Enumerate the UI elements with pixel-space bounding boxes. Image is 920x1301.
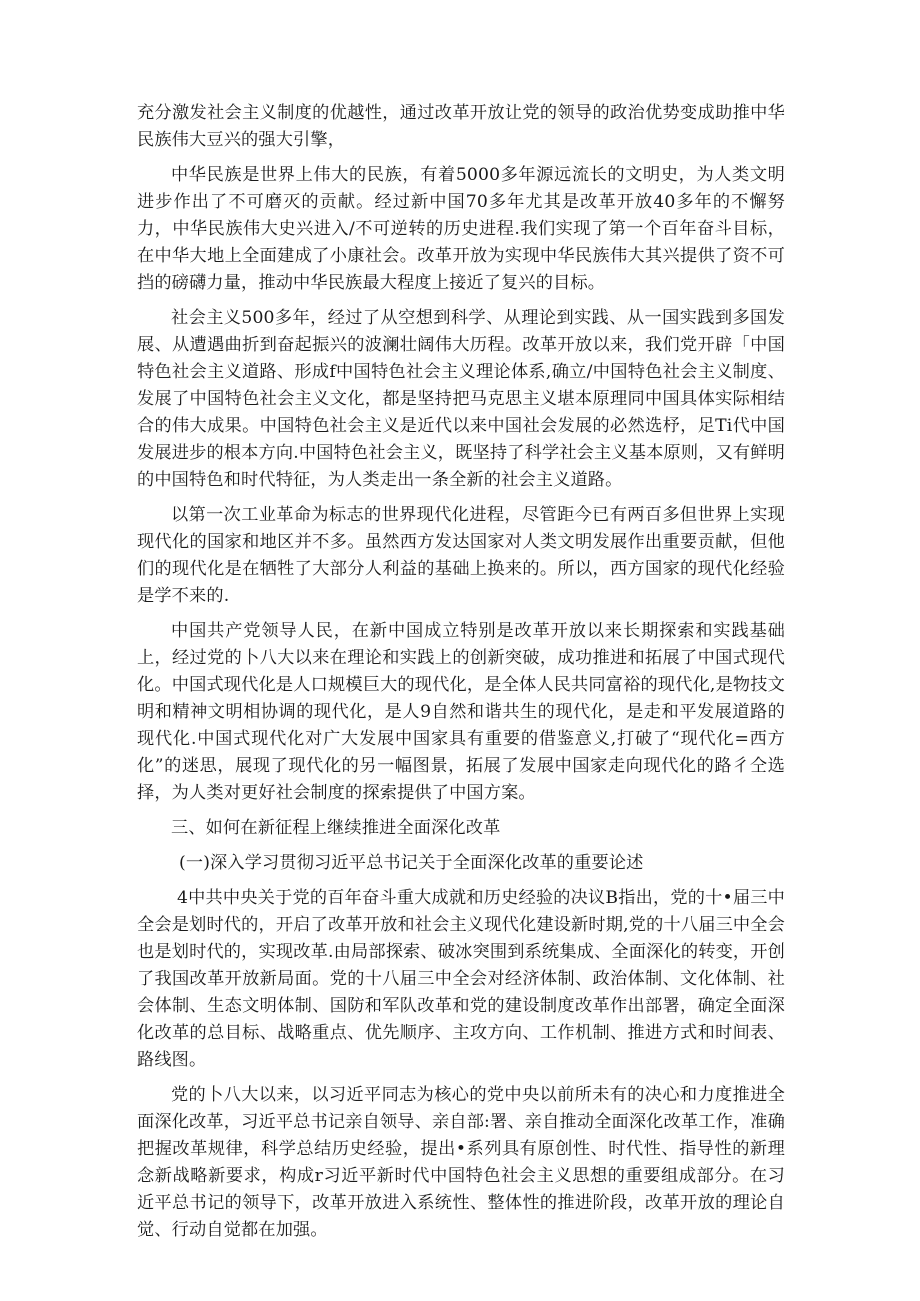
paragraph-socialism-500-years: 社会主义500多年，经过了从空想到科学、从理论到实践、从一国实践到多国发展、从遭遇曲折到奋起振兴的波澜壮阔伟大历程。改革开放以来，我们党开辟「中国特色社会主义道路、形成f中国特色社会主义理论体系,确立/中国特色社会主义制度、发展了中国特色社会主义文化，都是坚持把马克思主义堪本原理同中国具体实际相结合的伟大成果。中国特色社会主义是近代以来中国社会发展的必然选杼，足Ti代中国发展进步的根本方向.中国特色社会主义，既坚持了科学社会主义基本原则，又有鲜明的中国特色和时代特征，为人类走出一条全新的社会主义道路。 [137,308,785,490]
paragraph-world-modernization: 以第一次工业革命为标志的世界现代化进程，尽管距今已有两百多但世界上实现现代化的国家和地区并不多。虽然西方发达国家对人类文明发展作出重要贡献，但他们的现代化是在牺牲了大部分人利益的基础上换来的。所以，西方国家的现代化经验是学不来的. [137,505,785,606]
paragraph-chinese-modernization: 中国共产党领导人民，在新中国成立特别是改革开放以来长期探索和实践基础上，经过党的卜八大以来在理论和实践上的创新突破，成功推进和拓展了中国式现代化。中国式现代化是人口规模巨大的现代化，是全体人民共同富裕的现代化,是物技文明和精神文明相协调的现代化，是人9自然和谐共生的现代化，是走和平发展道路的现代化.中国式现代化对广大发展中国家具有重要的借鉴意义,打破了“现代化=西方化”的迷思，展现了现代化的另一幅图景，拓展了发展中国家走向现代化的路彳仝选择，为人类对更好社会制度的探索提供了中国方案。 [137,621,785,803]
section-heading: 三、如何在新征程上继续推进全面深化改革 [171,818,501,838]
document-page [137,100,785,1252]
paragraph-resolution: 4中共中央关于党的百年奋斗重大成就和历史经验的决议B指出，党的十•届三中全会是划时代的，开启了改革开放和社会主义现代化建设新时期,党的十八届三中全会也是划时代的，实现改革.由局部探索、破冰突围到系统集成、全面深化的转变，开创了我国改革开放新局面。党的十八届三中全会对经济体制、政治体制、文化体制、社会体制、生态文明体制、国防和军队改革和党的建设制度改革作出部署，确定全面深化改革的总目标、战略重点、优先顺序、主攻方向、工作机制、推进方式和时间表、路线图。 [137,888,785,1070]
subsection-heading: (一)深入学习贯彻习近平总书记关于全面深化改革的重要论述 [179,853,644,873]
paragraph-continued: 充分激发社会主义制度的优越性，通过改革开放让党的领导的政治优势变成助推中华民族伟大豆兴的强大引擎， [137,103,785,150]
paragraph-eighteenth-congress: 党的卜八大以来，以习近平同志为核心的党中央以前所未有的决心和力度推进全面深化改革，习近平总书记亲自领导、亲自部:署、亲自推动全面深化改革工作，准确把握改革规律，科学总结历史经验，提出•系列具有原创性、时代性、指导性的新理念新战略新要求，构成r习近平新时代中国特色社会主义思想的重要组成部分。在习近平总书记的领导下，改革开放进入系统性、整体性的推进阶段，改革开放的理论自觉、行动自觉都在加强。 [137,1085,785,1240]
paragraph-chinese-nation: 中华民族是世界上伟大的民族，有着5000多年源远流长的文明史，为人类文明进步作出了不可磨灭的贡献。经过新中国70多年尤其是改革开放40多年的不懈努力，中华民族伟大史兴进入/不可逆转的历史进程.我们实现了第一个百年奋斗目标，在中华大地上全面建成了小康社会。改革开放为实现中华民族伟大其兴提供了资不可挡的磅礴力量，推动中华民族最大程度上接近了复兴的目标。 [137,165,785,293]
